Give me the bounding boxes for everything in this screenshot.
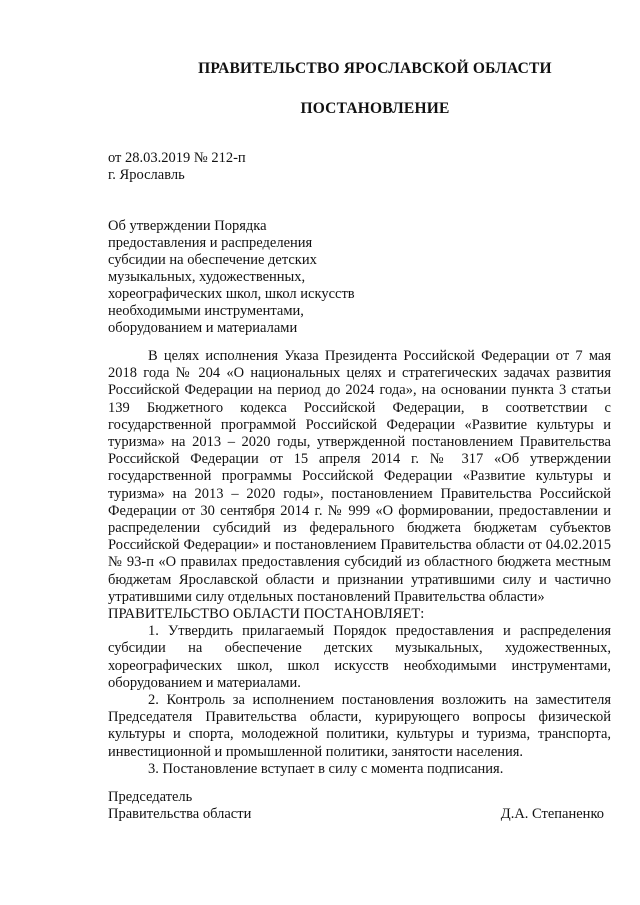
government-title: ПРАВИТЕЛЬСТВО ЯРОСЛАВСКОЙ ОБЛАСТИ xyxy=(198,60,552,77)
preamble-paragraph: В целях исполнения Указа Президента Российской Федерации от 7 мая 2018 года № 204 «О национальных целях и стратегических задачах развития Российской Федерации на период до 2024 года», на основании пункта 3 статьи 139 Бюджетного кодекса Российской Федерации, в соответствии с государственной программой Российской Федерации «Развитие культуры и туризма» на 2013 – 2020 годы, утвержденной постановлением Правительства Российской Федерации от 15 апреля 2014 г. № 317 «Об утверждении государственной программы Российской Федерации «Развитие культуры и туризма» на 2013 – 2020 годы», постановлением Правительства Российской Федерации от 30 сентября 2014 г. № 999 «О формировании, предоставлении и распределении субсидий из федерального бюджета бюджетам субъектов Российской Федерации» и постановлением Правительства области от 04.02.2015 № 93-п «О правилах предоставления субсидий из областного бюджета местным бюджетам Ярославской области и признании утратившими силу и частично утратившими силу отдельных постановлений Правительства области» xyxy=(108,348,611,605)
item-3-paragraph: 3. Постановление вступает в силу с момента подписания. xyxy=(148,760,504,777)
city: г. Ярославль xyxy=(108,167,185,183)
document-subject xyxy=(108,218,355,337)
item-1-paragraph: 1. Утвердить прилагаемый Порядок предоставления и распределения субсидии на обеспечение детских музыкальных, художественных, хореографических школ, школ искусств необходимыми инструментами, оборудованием и материалами. xyxy=(108,623,611,691)
document-body xyxy=(108,348,611,778)
resolves-line: ПРАВИТЕЛЬСТВО ОБЛАСТИ ПОСТАНОВЛЯЕТ: xyxy=(108,606,425,623)
signatory-title-line: Председатель xyxy=(108,789,193,805)
item-2-paragraph: 2. Контроль за исполнением постановления возложить на заместителя Председателя Правительства области, курирующего вопросы физической культуры и спорта, молодежной политики, культуры и туризма, транспорта, инвестиционной и промышленной политики, занятости населения. xyxy=(108,692,611,760)
subject-line: музыкальных, художественных, xyxy=(108,269,306,285)
document-type-title: ПОСТАНОВЛЕНИЕ xyxy=(300,100,450,117)
date-number: от 28.03.2019 № 212-п xyxy=(108,150,246,166)
subject-line: субсидии на обеспечение детских xyxy=(108,252,317,268)
subject-line: Об утверждении Порядка xyxy=(108,218,267,234)
subject-line: необходимыми инструментами, xyxy=(108,303,304,319)
signatory-title-line: Правительства области xyxy=(108,806,252,822)
signatory-name: Д.А. Степаненко xyxy=(500,806,604,822)
subject-line: оборудованием и материалами xyxy=(108,320,298,336)
subject-line: хореографических школ, школ искусств xyxy=(108,286,355,302)
signatory-title xyxy=(108,789,251,823)
subject-line: предоставления и распределения xyxy=(108,235,313,251)
